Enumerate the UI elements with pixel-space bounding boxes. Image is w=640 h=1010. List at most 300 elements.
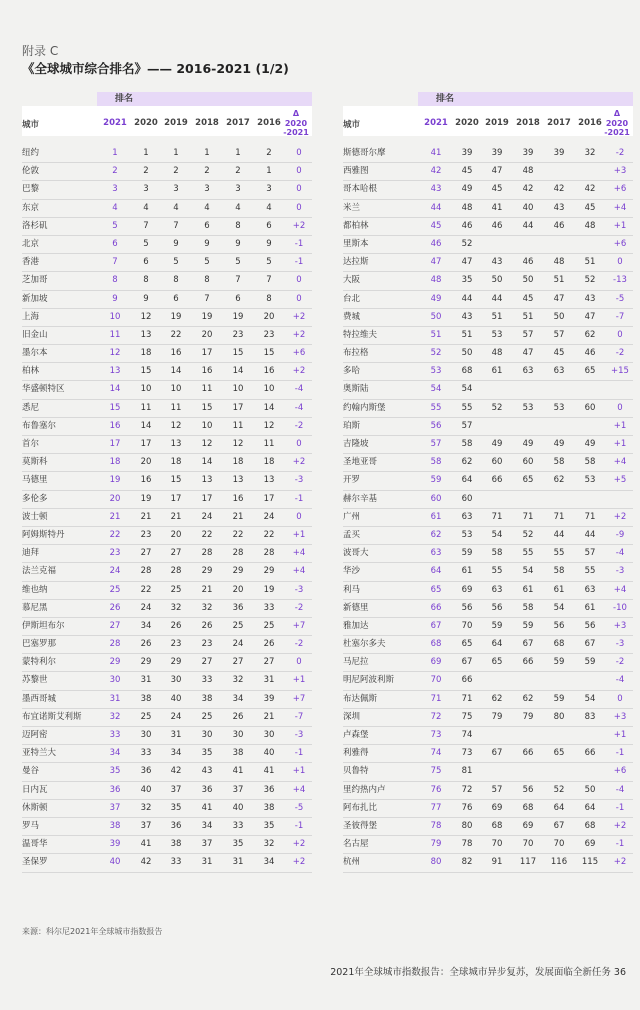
rank-cell: 55 bbox=[522, 548, 534, 559]
rank-cell: 31 bbox=[232, 857, 244, 868]
city-name: 马尼拉 bbox=[343, 657, 369, 668]
rank-cell: 39 bbox=[461, 148, 473, 158]
rank-cell: 4 bbox=[204, 202, 210, 213]
rank-change: -4 bbox=[615, 548, 625, 559]
rank-cell: 19 bbox=[140, 493, 152, 504]
rank-cell: 53 bbox=[584, 475, 596, 486]
rank-cell: 49 bbox=[584, 439, 596, 449]
rank-cell: 42 bbox=[522, 184, 534, 195]
rank-change: 0 bbox=[617, 329, 623, 340]
rank-cell: 64 bbox=[491, 639, 503, 650]
table-row bbox=[22, 163, 312, 181]
rank-cell: 15 bbox=[201, 402, 213, 413]
rank-cell: 68 bbox=[553, 639, 565, 650]
rank-cell: 3 bbox=[173, 184, 179, 195]
rank-cell: 49 bbox=[461, 184, 473, 195]
rank-cell: 46 bbox=[584, 348, 596, 359]
rank-2021: 58 bbox=[430, 457, 442, 468]
rank-cell: 29 bbox=[232, 566, 244, 577]
city-name: 布达佩斯 bbox=[343, 693, 378, 704]
rank-cell: 45 bbox=[584, 202, 596, 213]
rank-change: -3 bbox=[294, 475, 304, 486]
rank-change: -9 bbox=[615, 529, 625, 540]
rank-2021: 44 bbox=[430, 202, 442, 213]
rank-change: 0 bbox=[296, 184, 302, 195]
rank-2021: 34 bbox=[109, 748, 121, 759]
rank-cell: 7 bbox=[235, 275, 241, 286]
rank-cell: 8 bbox=[204, 275, 210, 286]
rank-cell: 41 bbox=[263, 766, 275, 777]
rank-2021: 7 bbox=[112, 257, 118, 268]
header-change-line2: -2021 bbox=[604, 128, 630, 137]
rank-cell: 28 bbox=[232, 548, 244, 559]
city-name: 里斯本 bbox=[343, 238, 369, 249]
rank-cell: 22 bbox=[263, 529, 275, 540]
table-row bbox=[22, 491, 312, 509]
table-row bbox=[343, 836, 633, 854]
rank-cell: 19 bbox=[170, 311, 182, 322]
rank-cell: 35 bbox=[263, 820, 275, 831]
rank-cell: 29 bbox=[140, 657, 152, 668]
table-row bbox=[22, 654, 312, 672]
rank-cell: 6 bbox=[173, 293, 179, 304]
rank-cell: 49 bbox=[522, 439, 534, 449]
rank-cell: 25 bbox=[140, 711, 152, 722]
rank-cell: 58 bbox=[553, 566, 565, 577]
city-name: 迪拜 bbox=[22, 548, 40, 559]
city-name: 蒙特利尔 bbox=[22, 657, 57, 668]
rank-cell: 49 bbox=[491, 439, 503, 449]
rank-cell: 21 bbox=[201, 584, 213, 595]
rank-cell: 51 bbox=[491, 311, 503, 322]
rank-2021: 50 bbox=[430, 311, 442, 322]
rank-cell: 54 bbox=[584, 693, 596, 704]
rank-cell: 41 bbox=[491, 202, 503, 213]
rank-cell: 53 bbox=[553, 402, 565, 413]
rank-cell: 9 bbox=[235, 238, 241, 249]
rank-cell: 38 bbox=[232, 748, 244, 759]
city-name: 广州 bbox=[343, 511, 361, 522]
rank-cell: 13 bbox=[201, 475, 213, 486]
rank-cell: 70 bbox=[461, 620, 473, 631]
city-name: 里约热内卢 bbox=[343, 784, 386, 795]
rank-cell: 47 bbox=[461, 257, 473, 268]
rank-cell: 25 bbox=[263, 620, 275, 631]
rank-cell: 40 bbox=[522, 202, 534, 213]
rank-cell: 5 bbox=[143, 238, 149, 249]
rank-change: +3 bbox=[613, 166, 627, 177]
table-row bbox=[22, 854, 312, 872]
rank-cell: 11 bbox=[140, 402, 152, 413]
rank-cell: 54 bbox=[553, 602, 565, 613]
rank-cell: 66 bbox=[461, 675, 473, 686]
rank-change: +2 bbox=[292, 329, 306, 340]
rank-cell: 7 bbox=[143, 220, 149, 231]
rank-cell: 14 bbox=[232, 366, 244, 377]
rank-cell: 10 bbox=[140, 384, 152, 395]
city-name: 苏黎世 bbox=[22, 675, 48, 686]
rank-cell: 51 bbox=[522, 311, 534, 322]
rank-cell: 17 bbox=[140, 439, 152, 449]
rank-cell: 71 bbox=[491, 511, 503, 522]
rank-cell: 40 bbox=[140, 784, 152, 795]
rank-cell: 67 bbox=[491, 748, 503, 759]
rank-cell: 76 bbox=[461, 802, 473, 813]
rank-change: -2 bbox=[615, 148, 625, 158]
table-row bbox=[22, 218, 312, 236]
rank-change: -1 bbox=[294, 238, 304, 249]
header-2016: 2016 bbox=[257, 118, 281, 128]
rank-cell: 45 bbox=[522, 293, 534, 304]
rank-cell: 62 bbox=[491, 693, 503, 704]
rank-cell: 22 bbox=[232, 529, 244, 540]
rank-2021: 80 bbox=[430, 857, 442, 868]
rank-cell: 37 bbox=[170, 784, 182, 795]
rank-2021: 61 bbox=[430, 511, 442, 522]
rank-change: -3 bbox=[294, 730, 304, 740]
city-name: 利雅得 bbox=[343, 748, 369, 759]
rank-change: -4 bbox=[294, 384, 304, 395]
city-name: 奥斯陆 bbox=[343, 384, 369, 395]
rank-cell: 80 bbox=[461, 820, 473, 831]
rank-cell: 30 bbox=[201, 730, 213, 740]
rank-cell: 32 bbox=[140, 802, 152, 813]
rank-cell: 34 bbox=[263, 857, 275, 868]
table-row bbox=[343, 345, 633, 363]
city-name: 赫尔辛基 bbox=[343, 493, 378, 504]
rank-cell: 56 bbox=[522, 784, 534, 795]
table-row bbox=[343, 527, 633, 545]
rank-cell: 1 bbox=[204, 148, 210, 158]
rank-cell: 39 bbox=[263, 693, 275, 704]
rank-2021: 38 bbox=[109, 820, 121, 831]
rank-cell: 59 bbox=[584, 657, 596, 668]
rank-cell: 34 bbox=[140, 620, 152, 631]
rank-cell: 33 bbox=[140, 748, 152, 759]
rank-cell: 13 bbox=[170, 439, 182, 449]
city-name: 华盛顿特区 bbox=[22, 384, 65, 395]
rank-cell: 2 bbox=[204, 166, 210, 177]
rank-cell: 75 bbox=[461, 711, 473, 722]
table-row bbox=[22, 436, 312, 454]
rank-change: -1 bbox=[294, 493, 304, 504]
city-name: 墨尔本 bbox=[22, 348, 48, 359]
city-name: 布宜诺斯艾利斯 bbox=[22, 711, 82, 722]
rank-cell: 64 bbox=[461, 475, 473, 486]
city-name: 吉隆坡 bbox=[343, 439, 369, 449]
table-row bbox=[343, 363, 633, 381]
rank-change: -5 bbox=[615, 293, 625, 304]
rank-change: -10 bbox=[613, 602, 627, 613]
table-row bbox=[22, 691, 312, 709]
rank-change: +4 bbox=[613, 584, 627, 595]
rank-cell: 16 bbox=[263, 366, 275, 377]
table-row bbox=[343, 145, 633, 163]
rank-cell: 66 bbox=[584, 748, 596, 759]
rank-2021: 77 bbox=[430, 802, 442, 813]
rank-cell: 47 bbox=[491, 166, 503, 177]
rank-cell: 17 bbox=[170, 493, 182, 504]
rank-cell: 44 bbox=[553, 529, 565, 540]
rank-cell: 13 bbox=[232, 475, 244, 486]
rank-change: +2 bbox=[613, 820, 627, 831]
rank-cell: 56 bbox=[553, 620, 565, 631]
table-row bbox=[22, 309, 312, 327]
rank-cell: 24 bbox=[170, 711, 182, 722]
rank-change: +2 bbox=[613, 857, 627, 868]
header-change bbox=[281, 109, 311, 138]
rank-change: +5 bbox=[613, 475, 627, 486]
table-body bbox=[343, 145, 633, 873]
rank-cell: 39 bbox=[553, 148, 565, 158]
rank-change: -13 bbox=[613, 275, 627, 286]
rank-cell: 28 bbox=[170, 566, 182, 577]
city-name: 特拉维夫 bbox=[343, 329, 378, 340]
rank-cell: 7 bbox=[204, 293, 210, 304]
table-row bbox=[343, 418, 633, 436]
rank-cell: 51 bbox=[461, 329, 473, 340]
rank-change: 0 bbox=[296, 657, 302, 668]
table-row bbox=[22, 563, 312, 581]
city-name: 斯德哥尔摩 bbox=[343, 148, 386, 158]
rank-cell: 36 bbox=[140, 766, 152, 777]
rank-change: +1 bbox=[613, 220, 627, 231]
rank-cell: 56 bbox=[491, 602, 503, 613]
rank-cell: 27 bbox=[263, 657, 275, 668]
city-name: 约翰内斯堡 bbox=[343, 402, 386, 413]
table-row bbox=[343, 800, 633, 818]
city-name: 雅加达 bbox=[343, 620, 369, 631]
table-row bbox=[343, 745, 633, 763]
ranking-band-label: 排名 bbox=[115, 94, 134, 104]
table-row bbox=[343, 545, 633, 563]
rank-cell: 26 bbox=[140, 639, 152, 650]
city-name: 波士顿 bbox=[22, 511, 48, 522]
rank-cell: 24 bbox=[201, 511, 213, 522]
rank-cell: 42 bbox=[170, 766, 182, 777]
rank-2021: 75 bbox=[430, 766, 442, 777]
rank-cell: 50 bbox=[461, 348, 473, 359]
rank-change: +7 bbox=[292, 620, 306, 631]
table-row bbox=[22, 636, 312, 654]
header-change bbox=[602, 109, 632, 138]
rank-cell: 32 bbox=[170, 602, 182, 613]
rank-2021: 64 bbox=[430, 566, 442, 577]
rank-cell: 15 bbox=[140, 366, 152, 377]
rank-cell: 66 bbox=[522, 657, 534, 668]
rank-cell: 61 bbox=[491, 366, 503, 377]
city-name: 卢森堡 bbox=[343, 730, 369, 740]
rank-2021: 40 bbox=[109, 857, 121, 868]
rank-change: -3 bbox=[615, 639, 625, 650]
rank-cell: 67 bbox=[553, 820, 565, 831]
rank-change: -2 bbox=[615, 657, 625, 668]
rank-2021: 29 bbox=[109, 657, 121, 668]
header-2019: 2019 bbox=[485, 118, 509, 128]
city-name: 西雅图 bbox=[343, 166, 369, 177]
rank-cell: 37 bbox=[232, 784, 244, 795]
rank-2021: 66 bbox=[430, 602, 442, 613]
rank-cell: 36 bbox=[263, 784, 275, 795]
rank-change: +1 bbox=[613, 439, 627, 449]
rank-2021: 56 bbox=[430, 420, 442, 431]
rank-cell: 14 bbox=[170, 366, 182, 377]
rank-cell: 50 bbox=[491, 275, 503, 286]
header-2017: 2017 bbox=[547, 118, 571, 128]
table-row bbox=[343, 254, 633, 272]
rank-change: +4 bbox=[613, 457, 627, 468]
rank-cell: 53 bbox=[461, 529, 473, 540]
city-name: 新德里 bbox=[343, 602, 369, 613]
header-city: 城市 bbox=[343, 120, 361, 130]
rank-change: -1 bbox=[615, 839, 625, 850]
rank-cell: 11 bbox=[170, 402, 182, 413]
rank-2021: 54 bbox=[430, 384, 442, 395]
rank-change: +1 bbox=[292, 529, 306, 540]
table-row bbox=[22, 818, 312, 836]
header-2018: 2018 bbox=[195, 118, 219, 128]
header-change-line1: 2020 bbox=[605, 118, 629, 128]
rank-cell: 24 bbox=[140, 602, 152, 613]
rank-cell: 58 bbox=[491, 548, 503, 559]
rank-cell: 46 bbox=[522, 257, 534, 268]
rank-cell: 20 bbox=[201, 329, 213, 340]
rank-cell: 18 bbox=[263, 457, 275, 468]
rank-change: +2 bbox=[292, 366, 306, 377]
rank-cell: 50 bbox=[584, 784, 596, 795]
rank-cell: 16 bbox=[201, 366, 213, 377]
rank-cell: 67 bbox=[522, 639, 534, 650]
table-row bbox=[22, 345, 312, 363]
rank-cell: 12 bbox=[232, 439, 244, 449]
rank-cell: 27 bbox=[140, 548, 152, 559]
rank-2021: 24 bbox=[109, 566, 121, 577]
rank-cell: 61 bbox=[522, 584, 534, 595]
rank-cell: 71 bbox=[522, 511, 534, 522]
rank-cell: 69 bbox=[584, 839, 596, 850]
rank-cell: 43 bbox=[584, 293, 596, 304]
rank-cell: 35 bbox=[461, 275, 473, 286]
rank-change: 0 bbox=[296, 511, 302, 522]
city-name: 休斯顿 bbox=[22, 802, 48, 813]
table-row bbox=[22, 509, 312, 527]
rank-change: -2 bbox=[615, 348, 625, 359]
rank-cell: 1 bbox=[266, 166, 272, 177]
city-name: 孟买 bbox=[343, 529, 361, 540]
rank-cell: 59 bbox=[522, 620, 534, 631]
rank-2021: 78 bbox=[430, 820, 442, 831]
rank-2021: 39 bbox=[109, 839, 121, 850]
rank-2021: 30 bbox=[109, 675, 121, 686]
rank-change: -3 bbox=[615, 566, 625, 577]
rank-cell: 65 bbox=[461, 639, 473, 650]
rank-2021: 31 bbox=[109, 693, 121, 704]
table-row bbox=[343, 491, 633, 509]
rank-cell: 50 bbox=[522, 275, 534, 286]
rank-cell: 48 bbox=[461, 202, 473, 213]
rank-change: -5 bbox=[294, 802, 304, 813]
city-name: 名古屋 bbox=[343, 839, 369, 850]
rank-cell: 39 bbox=[491, 148, 503, 158]
rank-cell: 17 bbox=[201, 348, 213, 359]
rank-cell: 48 bbox=[553, 257, 565, 268]
city-name: 多哈 bbox=[343, 366, 361, 377]
ranking-band-label: 排名 bbox=[436, 94, 455, 104]
rank-cell: 36 bbox=[170, 820, 182, 831]
rank-2021: 12 bbox=[109, 348, 121, 359]
header-change-line1: 2020 bbox=[284, 118, 308, 128]
rank-cell: 24 bbox=[263, 511, 275, 522]
city-name: 布拉格 bbox=[343, 348, 369, 359]
rank-cell: 7 bbox=[266, 275, 272, 286]
rank-change: +6 bbox=[613, 766, 627, 777]
table-body bbox=[22, 145, 312, 873]
rank-cell: 43 bbox=[201, 766, 213, 777]
rank-cell: 41 bbox=[201, 802, 213, 813]
table-row bbox=[343, 181, 633, 199]
rank-cell: 51 bbox=[553, 275, 565, 286]
rank-2021: 21 bbox=[109, 511, 121, 522]
rank-cell: 34 bbox=[232, 693, 244, 704]
header-2021: 2021 bbox=[103, 118, 127, 128]
rank-2021: 36 bbox=[109, 784, 121, 795]
table-row bbox=[343, 472, 633, 490]
rank-cell: 65 bbox=[584, 366, 596, 377]
rank-cell: 2 bbox=[173, 166, 179, 177]
city-name: 上海 bbox=[22, 311, 40, 322]
rank-cell: 41 bbox=[232, 766, 244, 777]
table-row bbox=[343, 709, 633, 727]
rank-cell: 17 bbox=[263, 493, 275, 504]
city-name: 纽约 bbox=[22, 148, 40, 158]
rank-change: -1 bbox=[615, 748, 625, 759]
rank-cell: 2 bbox=[266, 148, 272, 158]
rank-cell: 33 bbox=[170, 857, 182, 868]
rank-cell: 43 bbox=[461, 311, 473, 322]
header-change-symbol: Δ bbox=[613, 109, 621, 118]
table-row bbox=[343, 400, 633, 418]
rank-cell: 37 bbox=[140, 820, 152, 831]
rank-cell: 4 bbox=[143, 202, 149, 213]
city-name: 洛杉矶 bbox=[22, 220, 48, 231]
table-row bbox=[343, 236, 633, 254]
rank-cell: 23 bbox=[140, 529, 152, 540]
rank-cell: 21 bbox=[263, 711, 275, 722]
header-2020: 2020 bbox=[134, 118, 158, 128]
rank-cell: 71 bbox=[584, 511, 596, 522]
rank-cell: 68 bbox=[461, 366, 473, 377]
table-row bbox=[22, 327, 312, 345]
rank-cell: 29 bbox=[170, 657, 182, 668]
table-row bbox=[22, 727, 312, 745]
header-2020: 2020 bbox=[455, 118, 479, 128]
rank-cell: 16 bbox=[170, 348, 182, 359]
rank-cell: 53 bbox=[522, 402, 534, 413]
rank-cell: 22 bbox=[170, 329, 182, 340]
rank-cell: 32 bbox=[201, 602, 213, 613]
rank-cell: 3 bbox=[266, 184, 272, 195]
city-name: 大阪 bbox=[343, 275, 361, 286]
rank-change: +1 bbox=[292, 675, 306, 686]
rank-cell: 3 bbox=[235, 184, 241, 195]
table-row bbox=[22, 582, 312, 600]
rank-2021: 45 bbox=[430, 220, 442, 231]
rank-2021: 74 bbox=[430, 748, 442, 759]
rank-cell: 20 bbox=[170, 529, 182, 540]
rank-cell: 11 bbox=[201, 384, 213, 395]
table-row bbox=[22, 782, 312, 800]
rank-cell: 5 bbox=[266, 257, 272, 268]
